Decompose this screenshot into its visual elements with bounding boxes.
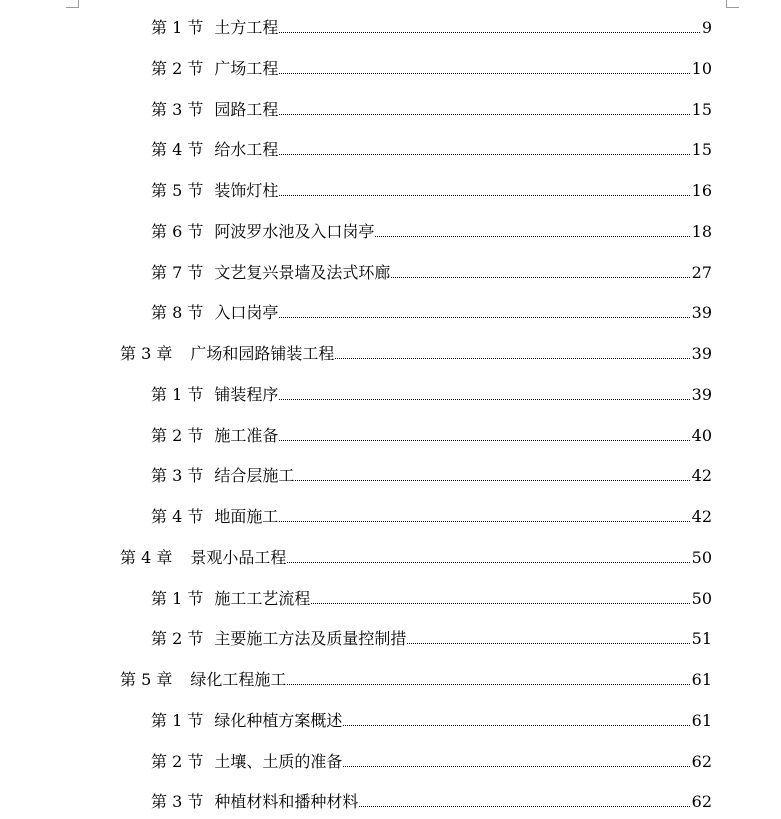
toc-entry-title: 给水工程 [214,140,279,159]
toc-entry-number: 第 1 节 [151,589,204,608]
toc-page-number: 40 [691,426,712,445]
toc-entry-number: 第 3 节 [151,792,204,811]
toc-chapter-entry[interactable] [120,666,712,690]
toc-page-number: 61 [691,711,712,730]
toc-dot-leader [279,114,689,115]
toc-section-entry[interactable] [151,259,712,283]
toc-section-entry[interactable] [151,503,712,527]
toc-chapter-entry[interactable] [120,544,712,568]
toc-dot-leader [279,399,689,400]
toc-section-entry[interactable] [151,177,712,201]
toc-dot-leader [279,32,699,33]
toc-section-entry[interactable] [151,585,712,609]
toc-entry-number: 第 8 节 [151,303,204,322]
toc-entry-title: 阿波罗水池及入口岗亭 [214,222,375,241]
toc-entry-number: 第 4 节 [151,140,204,159]
toc-section-entry[interactable] [151,299,712,323]
toc-section-entry[interactable] [151,55,712,79]
toc-dot-leader [407,643,689,644]
toc-entry-number: 第 2 节 [151,426,204,445]
toc-entry-title: 广场和园路铺装工程 [190,344,335,363]
toc-entry-number: 第 1 节 [151,385,204,404]
toc-entry-number: 第 3 章 [120,344,173,363]
toc-dot-leader [287,562,689,563]
toc-section-entry[interactable] [151,748,712,772]
toc-entry-number: 第 2 节 [151,629,204,648]
toc-section-entry[interactable] [151,462,712,486]
toc-dot-leader [287,684,689,685]
toc-section-entry[interactable] [151,707,712,731]
toc-page-number: 62 [691,792,712,811]
toc-page-number: 9 [701,18,712,37]
toc-dot-leader [279,73,689,74]
toc-entry-number: 第 2 节 [151,59,204,78]
toc-page-number: 62 [691,752,712,771]
toc-section-entry[interactable] [151,381,712,405]
toc-entry-number: 第 3 节 [151,100,204,119]
toc-page-number: 39 [691,385,712,404]
toc-dot-leader [279,521,689,522]
toc-page-number: 27 [691,263,712,282]
toc-dot-leader [279,440,689,441]
toc-dot-leader [375,236,689,237]
toc-entry-title: 施工准备 [214,426,279,445]
toc-entry-title: 结合层施工 [214,466,295,485]
toc-entry-title: 绿化工程施工 [190,670,287,689]
toc-entry-title: 装饰灯柱 [214,181,279,200]
toc-entry-title: 种植材料和播种材料 [214,792,359,811]
toc-entry-number: 第 4 节 [151,507,204,526]
toc-page-number: 50 [691,589,712,608]
toc-section-entry[interactable] [151,136,712,160]
toc-dot-leader [343,766,689,767]
toc-dot-leader [279,317,689,318]
toc-entry-number: 第 1 节 [151,18,204,37]
toc-entry-title: 地面施工 [214,507,279,526]
toc-page-number: 10 [691,59,712,78]
toc-page-number: 16 [691,181,712,200]
toc-page-number: 39 [691,344,712,363]
toc-entry-number: 第 5 节 [151,181,204,200]
toc-entry-number: 第 6 节 [151,222,204,241]
toc-entry-title: 施工工艺流程 [214,589,311,608]
toc-dot-leader [343,725,689,726]
toc-entry-number: 第 1 节 [151,711,204,730]
toc-entry-title: 园路工程 [214,100,279,119]
toc-dot-leader [391,277,689,278]
toc-entry-title: 主要施工方法及质量控制措 [214,629,407,648]
toc-entry-title: 景观小品工程 [190,548,287,567]
toc-dot-leader [279,154,689,155]
toc-entry-title: 文艺复兴景墙及法式环廊 [214,263,391,282]
toc-section-entry[interactable] [151,422,712,446]
toc-page-number: 18 [691,222,712,241]
toc-page-number: 51 [691,629,712,648]
toc-section-entry[interactable] [151,788,712,812]
toc-entry-number: 第 4 章 [120,548,173,567]
toc-entry-title: 铺装程序 [214,385,279,404]
toc-entry-title: 土壤、土质的准备 [214,752,343,771]
toc-dot-leader [359,806,689,807]
toc-page-number: 61 [691,670,712,689]
toc-section-entry[interactable] [151,218,712,242]
toc-entry-title: 入口岗亭 [214,303,279,322]
toc-dot-leader [295,480,689,481]
toc-page-number: 42 [691,507,712,526]
toc-dot-leader [279,195,689,196]
toc-entry-number: 第 2 节 [151,752,204,771]
toc-dot-leader [335,358,689,359]
toc-entry-title: 广场工程 [214,59,279,78]
toc-section-entry[interactable] [151,96,712,120]
toc-page-number: 39 [691,303,712,322]
toc-entry-number: 第 5 章 [120,670,173,689]
toc-entry-number: 第 3 节 [151,466,204,485]
toc-section-entry[interactable] [151,625,712,649]
toc-page-number: 50 [691,548,712,567]
toc-page-number: 15 [691,140,712,159]
toc-entry-number: 第 7 节 [151,263,204,282]
toc-chapter-entry[interactable] [120,340,712,364]
toc-dot-leader [311,603,689,604]
toc-entry-title: 绿化种植方案概述 [214,711,343,730]
toc-entry-title: 土方工程 [214,18,279,37]
toc-page-number: 42 [691,466,712,485]
toc-page-number: 15 [691,100,712,119]
toc-section-entry[interactable] [151,14,712,38]
